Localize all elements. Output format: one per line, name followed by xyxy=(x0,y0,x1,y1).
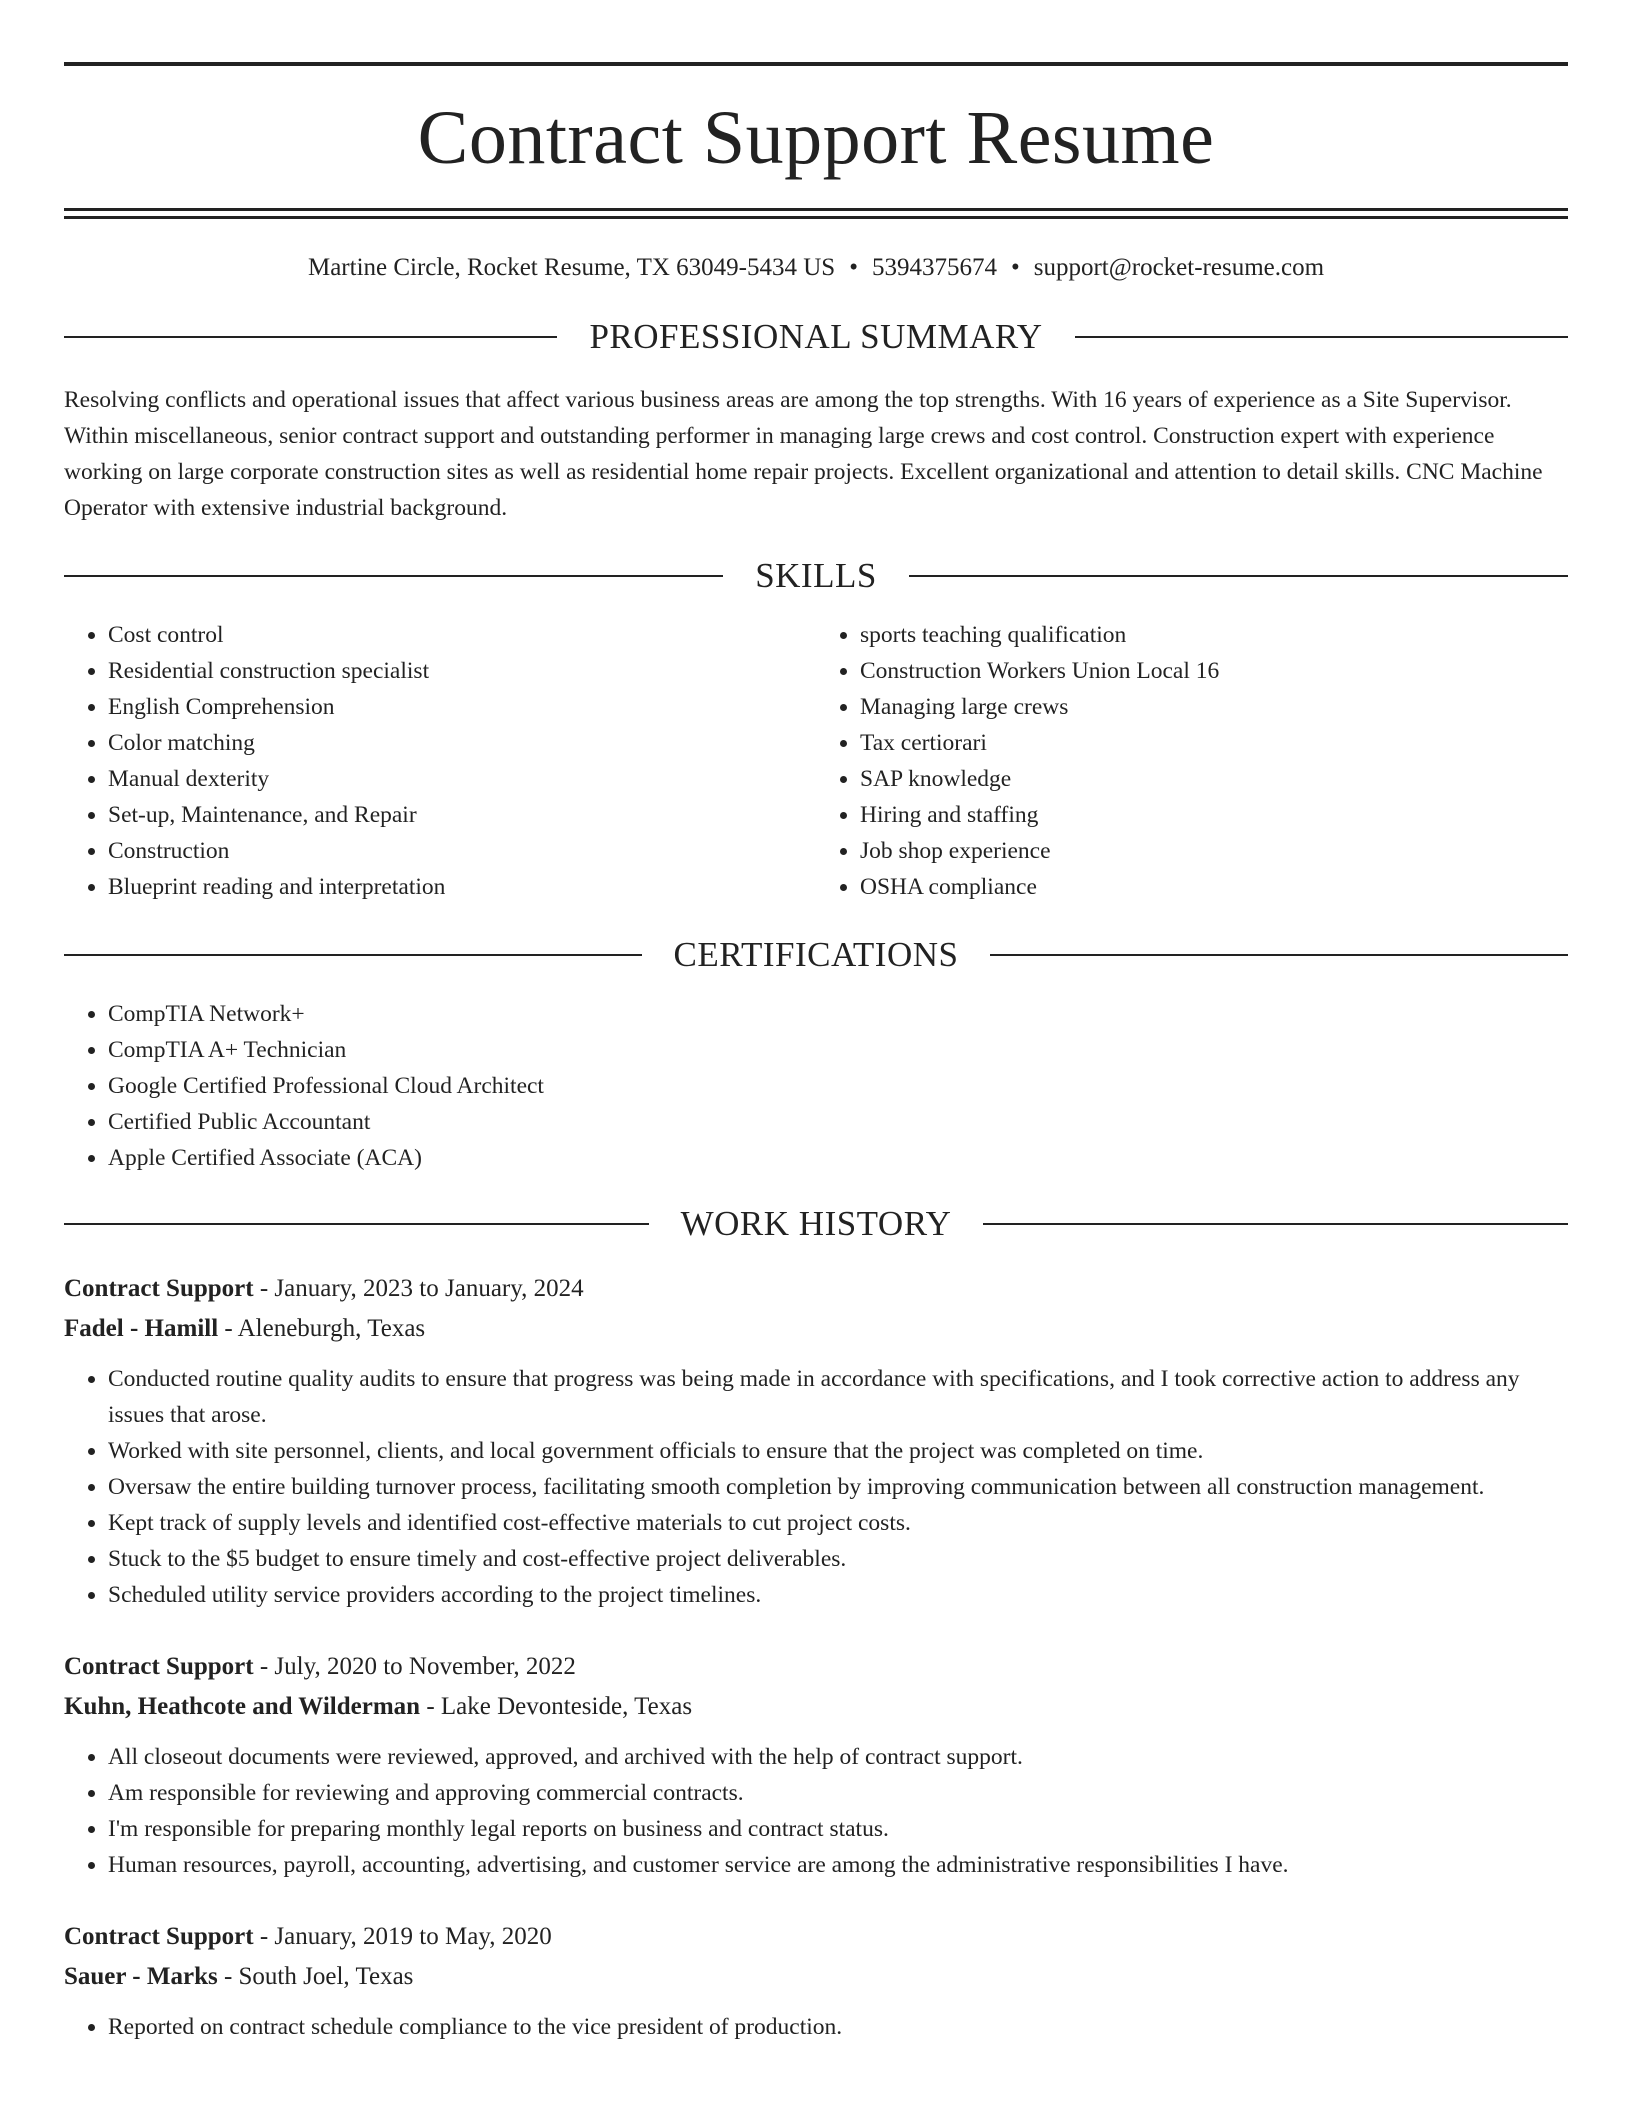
job-role: Contract Support xyxy=(64,1923,254,1950)
contact-address: Martine Circle, Rocket Resume, TX 63049-5434 US xyxy=(307,254,836,281)
list-item: • Blueprint reading and interpretation xyxy=(108,869,816,905)
job-location: - Lake Devonteside, Texas xyxy=(420,1693,693,1720)
contact-separator: • xyxy=(1010,254,1020,281)
section-header-summary xyxy=(64,319,1568,354)
list-item: • Human resources, payroll, accounting, advertising, and customer service are among the administrative responsibilities I have. xyxy=(108,1847,1568,1883)
job-title-line xyxy=(64,1917,1568,1957)
job-role: Contract Support xyxy=(64,1275,254,1302)
section-rule xyxy=(1075,336,1568,338)
skills-column-right xyxy=(816,617,1568,905)
list-item: • Reported on contract schedule compliance to the vice president of production. xyxy=(108,2009,1568,2045)
list-item: • Conducted routine quality audits to ensure that progress was being made in accordance with specifications, and I took corrective action to address any issues that arose. xyxy=(108,1361,1568,1433)
contact-separator: • xyxy=(849,254,858,281)
section-title: SKILLS xyxy=(755,556,877,595)
list-item: • CompTIA A+ Technician xyxy=(108,1032,1568,1068)
section-rule xyxy=(64,1223,649,1225)
job-company-line xyxy=(64,1309,1568,1349)
list-item: • Cost control xyxy=(108,617,816,653)
section-rule xyxy=(64,336,557,338)
job-dates: - January, 2019 to May, 2020 xyxy=(253,1923,552,1950)
professional-summary: Resolving conflicts and operational issues that affect various business areas are among the top strengths. With 16 years of experience as a Site Supervisor. Within miscellaneous, senior contract support and outstanding performer in managing large crews and cost control. Construction expert with experience working on large corporate construction sites as well as residential home repair projects. Excellent organizational and attention to detail skills. CNC Machine Operator with extensive industrial background. xyxy=(64,387,1543,521)
list-item: • Set-up, Maintenance, and Repair xyxy=(108,797,816,833)
job-bullets xyxy=(64,2009,1568,2045)
resume-page xyxy=(64,0,1568,2045)
list-item: • CompTIA Network+ xyxy=(108,996,1568,1032)
list-item: • Google Certified Professional Cloud Architect xyxy=(108,1068,1568,1104)
section-header-work-history xyxy=(64,1206,1568,1241)
job-entry xyxy=(64,1917,1568,2045)
list-item: • Am responsible for reviewing and approving commercial contracts. xyxy=(108,1775,1568,1811)
job-company-line xyxy=(64,1957,1568,1997)
job-dates: - January, 2023 to January, 2024 xyxy=(253,1275,584,1302)
job-title-line xyxy=(64,1647,1568,1687)
section-header-certifications xyxy=(64,937,1568,972)
list-item: • Job shop experience xyxy=(860,833,1568,869)
list-item: • Color matching xyxy=(108,725,816,761)
job-company-line xyxy=(64,1687,1568,1727)
top-rule xyxy=(64,62,1568,66)
job-bullets xyxy=(64,1739,1568,1883)
list-item: • Manual dexterity xyxy=(108,761,816,797)
list-item: • Scheduled utility service providers according to the project timelines. xyxy=(108,1577,1568,1613)
job-entry xyxy=(64,1647,1568,1883)
list-item: • Construction Workers Union Local 16 xyxy=(860,653,1568,689)
section-header-skills xyxy=(64,558,1568,593)
job-dates: - July, 2020 to November, 2022 xyxy=(253,1653,576,1680)
section-rule xyxy=(64,954,642,956)
list-item: • Oversaw the entire building turnover process, facilitating smooth completion by improving communication between all construction management. xyxy=(108,1469,1568,1505)
page-title: Contract Support Resume xyxy=(417,96,1215,180)
section-rule xyxy=(983,1223,1568,1225)
section-title: WORK HISTORY xyxy=(680,1204,952,1243)
title-double-rule xyxy=(64,208,1568,219)
section-rule xyxy=(909,575,1568,577)
contact-phone: 5394375674 xyxy=(871,254,997,281)
job-role: Contract Support xyxy=(64,1653,254,1680)
job-entry xyxy=(64,1269,1568,1613)
list-item: • Residential construction specialist xyxy=(108,653,816,689)
list-item: • I'm responsible for preparing monthly legal reports on business and contract status. xyxy=(108,1811,1568,1847)
job-company: Fadel - Hamill xyxy=(64,1315,219,1342)
contact-email: support@rocket-resume.com xyxy=(1033,254,1325,281)
list-item: • Apple Certified Associate (ACA) xyxy=(108,1140,1568,1176)
job-bullets xyxy=(64,1361,1568,1613)
section-title: PROFESSIONAL SUMMARY xyxy=(589,317,1043,356)
skills-column-left xyxy=(64,617,816,905)
list-item: • Construction xyxy=(108,833,816,869)
list-item: • Managing large crews xyxy=(860,689,1568,725)
skills-list xyxy=(64,617,1568,905)
list-item: • Worked with site personnel, clients, and local government officials to ensure that the project was completed on time. xyxy=(108,1433,1568,1469)
contact-line xyxy=(64,253,1568,283)
job-location: - Aleneburgh, Texas xyxy=(218,1315,426,1342)
section-title: CERTIFICATIONS xyxy=(673,935,959,974)
list-item: • Kept track of supply levels and identified cost-effective materials to cut project costs. xyxy=(108,1505,1568,1541)
section-rule xyxy=(990,954,1568,956)
list-item: • Hiring and staffing xyxy=(860,797,1568,833)
job-title-line xyxy=(64,1269,1568,1309)
job-company: Kuhn, Heathcote and Wilderman xyxy=(64,1693,421,1720)
section-rule xyxy=(64,575,723,577)
list-item: • All closeout documents were reviewed, approved, and archived with the help of contract support. xyxy=(108,1739,1568,1775)
list-item: • sports teaching qualification xyxy=(860,617,1568,653)
list-item: • Certified Public Accountant xyxy=(108,1104,1568,1140)
job-location: - South Joel, Texas xyxy=(217,1963,414,1990)
certifications-list xyxy=(64,996,1568,1176)
list-item: • Stuck to the $5 budget to ensure timely and cost-effective project deliverables. xyxy=(108,1541,1568,1577)
list-item: • Tax certiorari xyxy=(860,725,1568,761)
job-company: Sauer - Marks xyxy=(64,1963,218,1990)
list-item: • OSHA compliance xyxy=(860,869,1568,905)
list-item: • SAP knowledge xyxy=(860,761,1568,797)
list-item: • English Comprehension xyxy=(108,689,816,725)
